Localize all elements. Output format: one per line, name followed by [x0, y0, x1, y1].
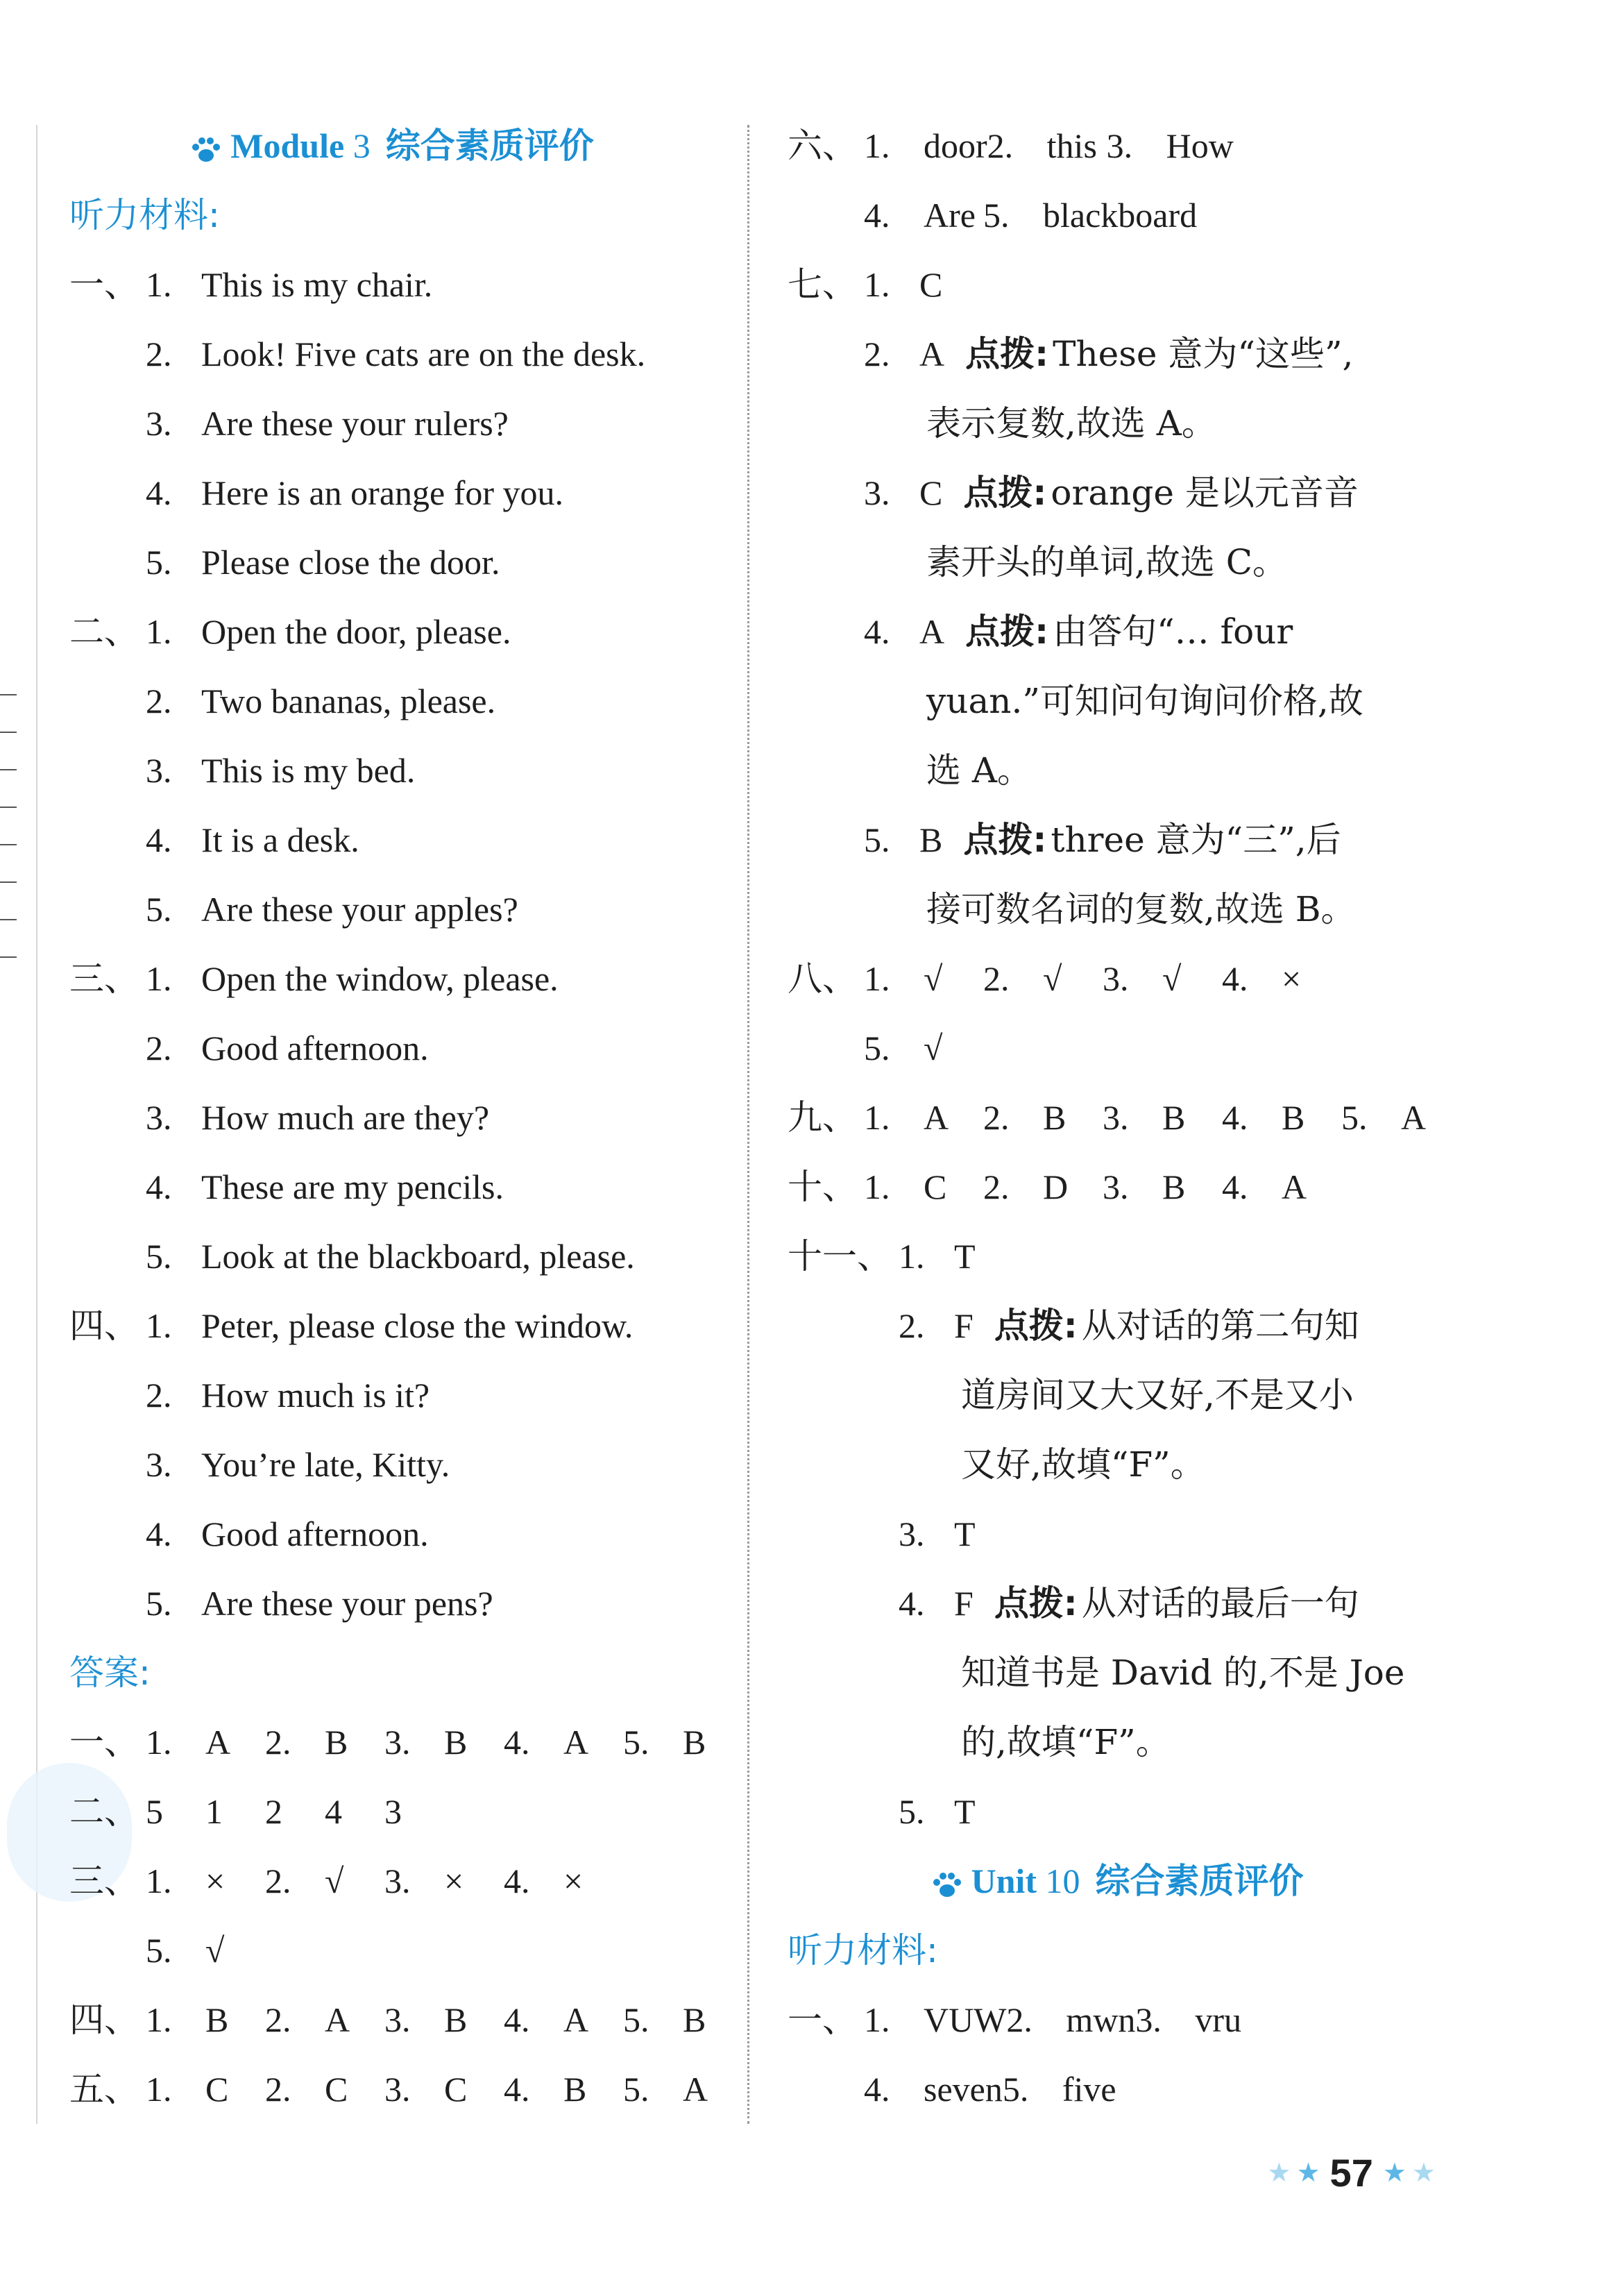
answer-line [69, 2054, 715, 2124]
answer-token: C [205, 2070, 229, 2109]
tip-continuation [788, 875, 1447, 944]
item-number: 4. [899, 1584, 925, 1623]
tip-continuation [788, 736, 1447, 805]
answer-token: 3. [1103, 959, 1129, 998]
tip-label: 点拨: [963, 473, 1047, 513]
answer-token: 1. [146, 1862, 172, 1900]
answer-sequence [864, 1167, 1341, 1206]
item-number: 3. [146, 1098, 172, 1137]
item-number: 2. [146, 682, 172, 720]
answer-sequence [146, 2070, 742, 2109]
item-number: 5. [146, 1584, 172, 1623]
section-title-number: 3 [352, 126, 371, 165]
listening-sentence [69, 319, 715, 389]
answer-line [788, 944, 1447, 1013]
tip-text: 知道书是 David 的,不是 Joe [961, 1653, 1405, 1693]
answer-sequence [864, 126, 1234, 165]
question-label: 五、 [69, 2070, 139, 2109]
answer-token: 3. [1103, 1098, 1129, 1137]
answer-line [788, 1013, 1447, 1083]
answer-sequence [864, 959, 1341, 998]
edge-mark [0, 881, 17, 883]
listening-sentence [69, 1569, 715, 1638]
tip-text: 素开头的单词,故选 C。 [926, 542, 1288, 582]
tip-continuation [788, 666, 1447, 736]
item-number: 1. [146, 265, 172, 304]
item-number: 4. [146, 473, 172, 512]
unit-listening-label: 听力材料: [788, 1930, 938, 1970]
sentence-text: How much is it? [201, 1376, 430, 1415]
star-icon: ★ [1382, 2157, 1406, 2188]
right-column [788, 111, 1447, 2124]
answer-token: mwn [1066, 2000, 1136, 2039]
sentence-text: This is my chair. [201, 265, 433, 304]
tip-label: 点拨: [963, 820, 1047, 860]
section-title-module3 [69, 111, 715, 180]
tip-text: 选 A。 [926, 750, 1032, 791]
column-divider [747, 125, 749, 2124]
sentence-text: Good afternoon. [201, 1029, 429, 1067]
answer-token: 5. [1002, 2070, 1029, 2109]
answer-token: 4. [1222, 1098, 1248, 1137]
answer-line [788, 250, 1447, 319]
answer-token: × [563, 1862, 584, 1900]
answer-sequence [864, 196, 1197, 235]
answer-letter: C [919, 473, 943, 512]
item-number: 1. [146, 612, 172, 651]
answer-token: 1. [864, 2000, 890, 2039]
answer-token: 1 [205, 1792, 223, 1831]
question-label: 二、 [69, 1792, 139, 1831]
answer-line [69, 1985, 715, 2054]
answer-letter: F [954, 1306, 974, 1345]
answer-token: A [325, 2000, 350, 2039]
answers-label: 答案: [69, 1653, 151, 1693]
question-label: 四、 [69, 1306, 139, 1345]
answer-token: 2. [983, 959, 1010, 998]
answer-token: C [325, 2070, 348, 2109]
edge-mark [0, 769, 17, 770]
answer-token: D [1043, 1167, 1069, 1206]
answer-line [69, 1777, 715, 1846]
answer-token: 4. [504, 2000, 530, 2039]
tip-text: 由答句“… four [1053, 611, 1293, 652]
tip-continuation [788, 389, 1447, 458]
answer-letter: T [954, 1237, 976, 1276]
tip-text: 表示复数,故选 A。 [926, 403, 1216, 444]
answer-token: 2. [987, 126, 1014, 165]
answer-line [69, 1707, 715, 1777]
answer-token: 3. [384, 2070, 411, 2109]
answer-token: this [1046, 126, 1097, 165]
answer-line [788, 597, 1447, 666]
answer-line [788, 1569, 1447, 1638]
section-title-cn: 综合素质评价 [385, 126, 594, 166]
answer-token: A [563, 2000, 589, 2039]
answer-token: × [1282, 959, 1302, 998]
answer-sequence [864, 2070, 1122, 2109]
page-footer [1264, 2141, 1438, 2204]
answer-token: door [924, 126, 987, 165]
tip-continuation [788, 1360, 1447, 1430]
listening-sentence [69, 1291, 715, 1360]
question-label: 三、 [69, 959, 139, 998]
answer-token: 1. [864, 1167, 890, 1206]
item-number: 4. [864, 612, 890, 651]
answer-token: 2. [983, 1167, 1010, 1206]
sentence-text: How much are they? [201, 1098, 490, 1137]
tip-continuation [788, 1638, 1447, 1707]
item-number: 2. [864, 335, 890, 373]
listening-sentence [69, 250, 715, 319]
edge-mark [0, 919, 17, 920]
answer-token: √ [924, 959, 943, 998]
item-number: 2. [899, 1306, 925, 1345]
unit-title-number: 10 [1045, 1862, 1080, 1900]
tip-label: 点拨: [965, 334, 1049, 374]
tip-text: These 意为“这些”, [1053, 334, 1354, 374]
question-label: 十一、 [788, 1237, 892, 1276]
question-label: 十、 [788, 1167, 857, 1206]
answer-letter: F [954, 1584, 974, 1623]
item-number: 2. [146, 1376, 172, 1415]
sentence-text: Here is an orange for you. [201, 473, 564, 512]
tip-continuation [788, 527, 1447, 597]
answer-line [788, 1083, 1447, 1152]
question-label: 二、 [69, 612, 139, 651]
listening-sentence [69, 1083, 715, 1152]
answer-groups [69, 1707, 715, 2124]
answer-token: A [205, 1723, 231, 1762]
answer-token: √ [1043, 959, 1062, 998]
question-label: 四、 [69, 2000, 139, 2039]
listening-sentence [69, 389, 715, 458]
answer-token: √ [1162, 959, 1182, 998]
answer-line [788, 458, 1447, 527]
answer-sequence [146, 1792, 444, 1831]
answer-token: 3. [384, 1723, 411, 1762]
sentence-text: Good afternoon. [201, 1514, 429, 1553]
answer-token: 1. [146, 1723, 172, 1762]
answer-line [788, 1291, 1447, 1360]
answer-token: 4. [504, 1723, 530, 1762]
answer-token: five [1062, 2070, 1116, 2109]
answer-line [788, 111, 1447, 180]
item-number: 4. [146, 820, 172, 859]
answer-letter: A [919, 612, 945, 651]
answer-token: B [1162, 1098, 1186, 1137]
question-label: 六、 [788, 126, 857, 165]
listening-sentence [69, 1013, 715, 1083]
answer-token: A [683, 2070, 708, 2109]
tip-text: 从对话的最后一句 [1081, 1583, 1359, 1623]
listening-sentence [69, 527, 715, 597]
answer-token: 3. [1106, 126, 1133, 165]
tip-label: 点拨: [965, 611, 1049, 652]
answer-token: B [683, 2000, 706, 2039]
edge-mark [0, 956, 17, 958]
answer-sequence [864, 1098, 1461, 1137]
item-number: 3. [864, 473, 890, 512]
tip-text: three 意为“三”,后 [1051, 820, 1341, 860]
question-label: 一、 [69, 265, 139, 304]
sentence-text: Open the door, please. [201, 612, 511, 651]
unit-title-cn: 综合素质评价 [1095, 1861, 1304, 1901]
sentence-text: These are my pencils. [201, 1167, 504, 1206]
question-label: 九、 [788, 1098, 857, 1137]
answer-token: 1. [864, 1098, 890, 1137]
listening-sentence [69, 1360, 715, 1430]
answer-token: A [1401, 1098, 1427, 1137]
question-label: 三、 [69, 1862, 139, 1900]
answer-token: 4. [504, 2070, 530, 2109]
tip-continuation [788, 1430, 1447, 1499]
question-label: 八、 [788, 959, 857, 998]
question-label: 七、 [788, 265, 857, 304]
answer-token: Are [924, 196, 976, 235]
answer-token: 1. [146, 2070, 172, 2109]
left-column [69, 111, 715, 2124]
answer-line [788, 1499, 1447, 1569]
listening-sentence [69, 1152, 715, 1222]
sentence-text: Open the window, please. [201, 959, 559, 998]
sentence-text: Two bananas, please. [201, 682, 496, 720]
answer-sequence [146, 1931, 265, 1970]
answer-letter: C [919, 265, 943, 304]
answer-token: × [444, 1862, 464, 1900]
answer-token: 3 [384, 1792, 402, 1831]
answer-token: B [1282, 1098, 1305, 1137]
section-title-unit10 [788, 1846, 1447, 1916]
answer-token: √ [325, 1862, 344, 1900]
answer-token: B [444, 2000, 468, 2039]
answer-token: 1. [146, 2000, 172, 2039]
sentence-text: Peter, please close the window. [201, 1306, 634, 1345]
item-number: 5. [899, 1792, 925, 1831]
answer-line [788, 1152, 1447, 1222]
answer-token: 4. [864, 2070, 890, 2109]
listening-label: 听力材料: [69, 195, 220, 235]
answer-token: 5. [1341, 1098, 1368, 1137]
item-number: 1. [146, 1306, 172, 1345]
answer-token: 3. [384, 1862, 411, 1900]
answer-token: How [1166, 126, 1234, 165]
item-number: 3. [899, 1514, 925, 1553]
unit-q1-line1 [788, 1985, 1447, 2054]
answer-token: A [563, 1723, 589, 1762]
answer-token: C [924, 1167, 947, 1206]
item-number: 3. [146, 404, 172, 443]
answer-token: 1. [864, 126, 890, 165]
answer-token: 4. [864, 196, 890, 235]
right-answers [788, 111, 1447, 1846]
item-number: 1. [899, 1237, 925, 1276]
answer-token: 5. [623, 2000, 649, 2039]
sentence-text: Look! Five cats are on the desk. [201, 335, 646, 373]
item-number: 5. [146, 1237, 172, 1276]
answer-token: √ [924, 1029, 943, 1067]
answer-token: VUW [924, 2000, 1007, 2039]
item-number: 1. [864, 265, 890, 304]
answer-line [69, 1916, 715, 1985]
star-icon: ★ [1411, 2157, 1436, 2188]
answer-token: 2. [265, 1723, 291, 1762]
paw-icon [931, 1871, 963, 1899]
answer-token: 5. [623, 2070, 649, 2109]
answer-letter: T [954, 1792, 976, 1831]
edge-mark [0, 807, 17, 808]
answer-letter: T [954, 1514, 976, 1553]
tip-text: 的,故填“F”。 [961, 1722, 1171, 1762]
listening-groups [69, 250, 715, 1638]
answer-token: B [205, 2000, 229, 2039]
sentence-text: Please close the door. [201, 543, 500, 582]
answer-token: B [1162, 1167, 1186, 1206]
sentence-text: Are these your rulers? [201, 404, 509, 443]
tip-text: yuan.”可知问句询问价格,故 [926, 681, 1363, 721]
answer-line [788, 180, 1447, 250]
listening-sentence [69, 1430, 715, 1499]
listening-sentence [69, 1222, 715, 1291]
answer-line [788, 319, 1447, 389]
answer-token: 5. [983, 196, 1010, 235]
star-icon: ★ [1267, 2157, 1291, 2188]
tip-text: 道房间又大又好,不是又小 [961, 1375, 1354, 1415]
question-label: 一、 [788, 2000, 857, 2039]
answer-token: 4. [1222, 959, 1248, 998]
answer-token: B [325, 1723, 348, 1762]
sentence-text: Are these your pens? [201, 1584, 493, 1623]
answer-token: B [683, 1723, 706, 1762]
answer-token: seven [924, 2070, 1003, 2109]
answer-token: A [924, 1098, 949, 1137]
unit-title-word: Unit [971, 1862, 1037, 1900]
binding-edge-marks [0, 694, 21, 994]
listening-sentence [69, 805, 715, 875]
tip-continuation [788, 1707, 1447, 1777]
answer-token: B [563, 2070, 587, 2109]
answer-token: B [444, 1723, 468, 1762]
answer-token: blackboard [1043, 196, 1198, 235]
answer-token: 2 [265, 1792, 282, 1831]
answer-token: 4. [1222, 1167, 1248, 1206]
answer-token: 2. [265, 1862, 291, 1900]
edge-mark [0, 694, 17, 695]
item-number: 1. [146, 959, 172, 998]
answer-token: C [444, 2070, 468, 2109]
item-number: 5. [146, 890, 172, 929]
star-icon: ★ [1296, 2157, 1320, 2188]
answer-letter: A [919, 335, 945, 373]
answer-token: A [1282, 1167, 1307, 1206]
tip-label: 点拨: [994, 1306, 1078, 1346]
listening-sentence [69, 597, 715, 666]
answer-token: 3. [384, 2000, 411, 2039]
answer-token: 5. [864, 1029, 890, 1067]
answer-sequence [864, 1029, 983, 1067]
sentence-text: You’re late, Kitty. [201, 1445, 450, 1484]
answer-sequence [864, 2000, 1255, 2039]
unit-q1-line2 [788, 2054, 1447, 2124]
answer-token: 4. [504, 1862, 530, 1900]
tip-text: 接可数名词的复数,故选 B。 [926, 889, 1356, 929]
answer-token: vru [1195, 2000, 1242, 2039]
answer-token: 1. [864, 959, 890, 998]
answer-letter: B [919, 820, 943, 859]
edge-mark [0, 844, 17, 845]
listening-sentence [69, 736, 715, 805]
listening-sentence [69, 944, 715, 1013]
answer-token: 5 [146, 1792, 163, 1831]
sentence-text: Are these your apples? [201, 890, 518, 929]
item-number: 5. [864, 820, 890, 859]
listening-sentence [69, 666, 715, 736]
sentence-text: It is a desk. [201, 820, 359, 859]
answer-token: 2. [1006, 2000, 1032, 2039]
answer-sequence [146, 1723, 742, 1762]
sentence-text: Look at the blackboard, please. [201, 1237, 635, 1276]
sentence-text: This is my bed. [201, 751, 416, 790]
item-number: 4. [146, 1167, 172, 1206]
answer-sequence [146, 1862, 623, 1900]
listening-sentence [69, 458, 715, 527]
paw-icon [190, 136, 222, 164]
answer-token: 2. [983, 1098, 1010, 1137]
item-number: 3. [146, 1445, 172, 1484]
listening-sentence [69, 1499, 715, 1569]
tip-label: 点拨: [994, 1583, 1078, 1623]
section-title-word: Module [230, 126, 345, 165]
answer-token: B [1043, 1098, 1066, 1137]
item-number: 5. [146, 543, 172, 582]
answer-token: 4 [325, 1792, 342, 1831]
page-number: 57 [1329, 2150, 1373, 2195]
answer-line [69, 1846, 715, 1916]
answer-token: × [205, 1862, 226, 1900]
question-label: 一、 [69, 1723, 139, 1762]
answer-line [788, 805, 1447, 875]
listening-sentence [69, 875, 715, 944]
edge-mark [0, 732, 17, 733]
answer-sequence [146, 2000, 742, 2039]
tip-text: orange 是以元音音 [1051, 473, 1359, 513]
answer-token: 5. [146, 1931, 172, 1970]
item-number: 2. [146, 335, 172, 373]
item-number: 2. [146, 1029, 172, 1067]
answer-token: √ [205, 1931, 225, 1970]
answer-line [788, 1777, 1447, 1846]
answer-token: 5. [623, 1723, 649, 1762]
answer-token: 2. [265, 2070, 291, 2109]
item-number: 4. [146, 1514, 172, 1553]
answer-token: 2. [265, 2000, 291, 2039]
answer-token: 3. [1135, 2000, 1162, 2039]
answer-line [788, 1222, 1447, 1291]
tip-text: 从对话的第二句知 [1081, 1306, 1359, 1346]
tip-text: 又好,故填“F”。 [961, 1444, 1205, 1485]
item-number: 3. [146, 751, 172, 790]
answer-token: 3. [1103, 1167, 1129, 1206]
